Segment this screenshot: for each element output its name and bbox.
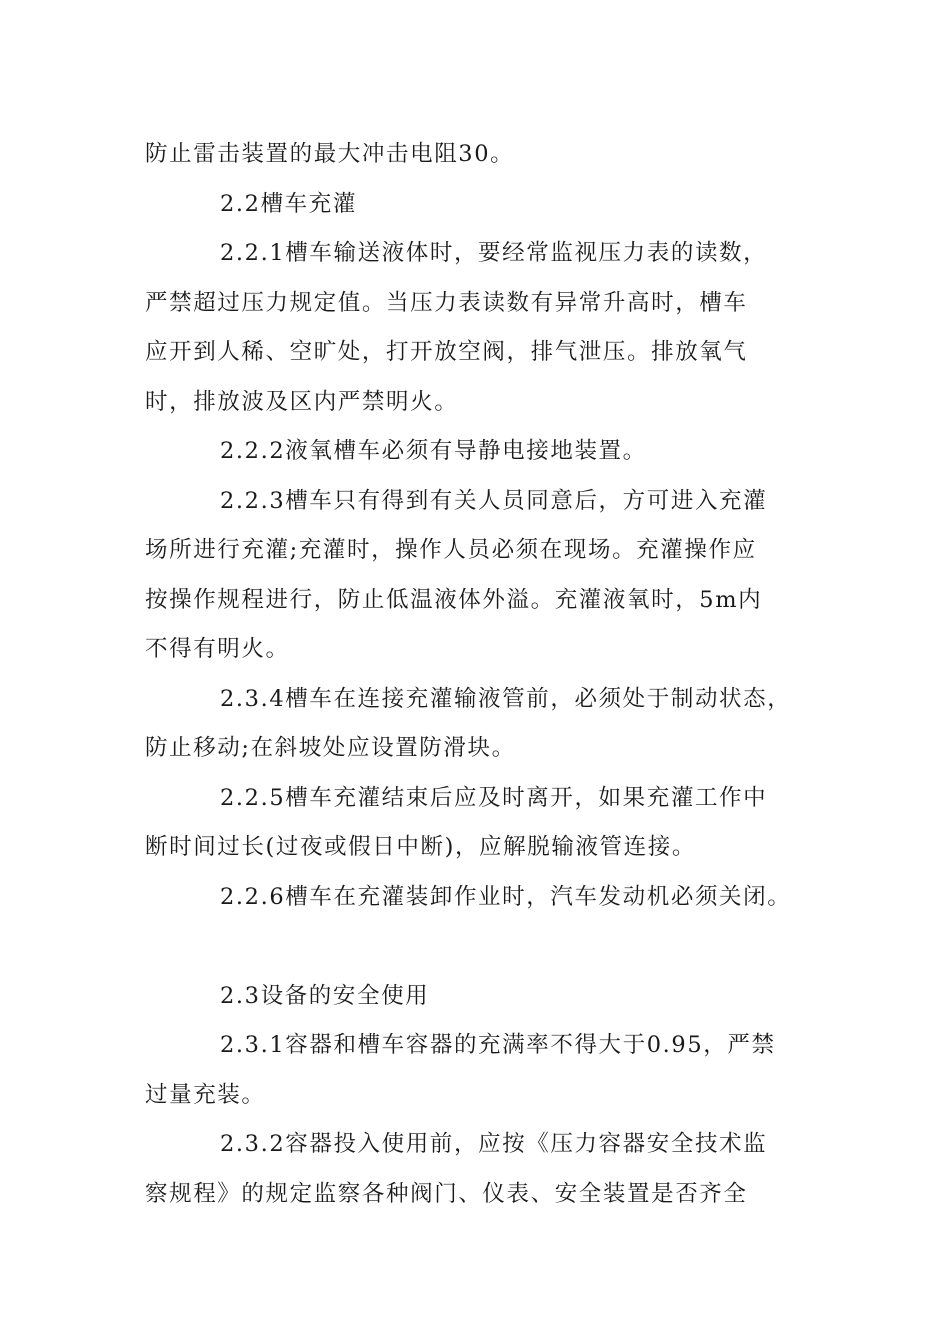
section-heading: 2.3设备的安全使用 (220, 982, 430, 1009)
paragraph-line: 2.2.5槽车充灌结束后应及时离开，如果充灌工作中 (220, 784, 768, 811)
paragraph-line: 时，排放波及区内严禁明火。 (145, 388, 459, 415)
paragraph-line: 2.2.3槽车只有得到有关人员同意后，方可进入充灌 (220, 487, 768, 514)
document-body (145, 130, 815, 1219)
paragraph-line: 应开到人稀、空旷处，打开放空阀，排气泄压。排放氧气 (145, 339, 748, 365)
text-line: 防止雷击装置的最大冲击电阻30。 (145, 141, 515, 167)
paragraph-line: 察规程》的规定监察各种阀门、仪表、安全装置是否齐全 (145, 1180, 748, 1207)
paragraph-line: 场所进行充灌;充灌时，操作人员必须在现场。充灌操作应 (145, 537, 757, 563)
paragraph-line: 严禁超过压力规定值。当压力表读数有异常升高时，槽车 (145, 289, 748, 316)
paragraph-line: 不得有明火。 (145, 636, 290, 662)
paragraph-line: 2.2.6槽车在充灌装卸作业时，汽车发动机必须关闭。 (220, 883, 792, 910)
section-heading: 2.2槽车充灌 (220, 190, 357, 217)
paragraph-line: 2.2.2液氧槽车必须有导静电接地装置。 (220, 438, 647, 464)
paragraph-line: 2.3.2容器投入使用前，应按《压力容器安全技术监 (220, 1131, 768, 1157)
paragraph-line: 断时间过长(过夜或假日中断)，应解脱输液管连接。 (145, 834, 696, 860)
paragraph-line: 防止移动;在斜坡处应设置防滑块。 (145, 735, 516, 761)
paragraph-line: 按操作规程进行，防止低温液体外溢。充灌液氧时，5m内 (145, 586, 763, 613)
paragraph-line: 2.3.4槽车在连接充灌输液管前，必须处于制动状态， (220, 685, 792, 712)
paragraph-line: 2.3.1容器和槽车容器的充满率不得大于0.95，严禁 (220, 1032, 776, 1058)
paragraph-line: 2.2.1槽车输送液体时，要经常监视压力表的读数， (220, 240, 768, 266)
paragraph-line: 过量充装。 (145, 1081, 266, 1108)
blank-line (145, 922, 815, 972)
